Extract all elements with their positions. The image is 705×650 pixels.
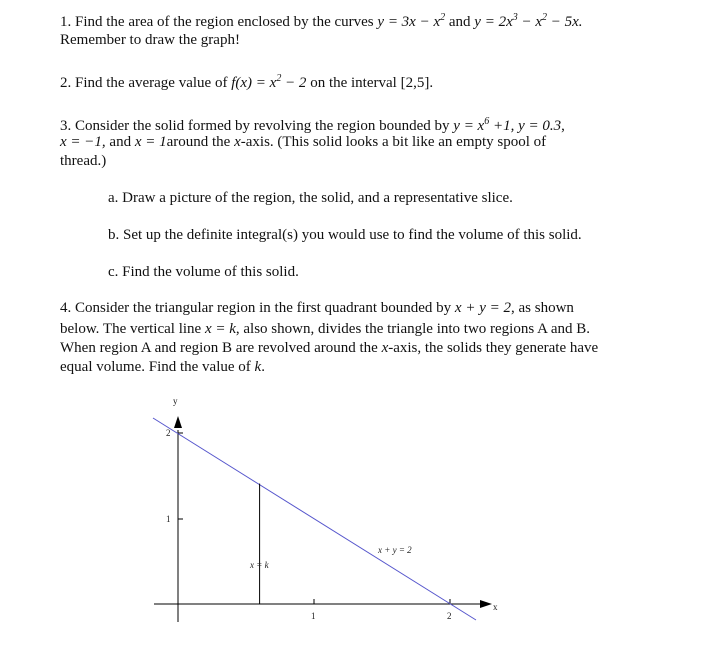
problem-3-text: Consider the solid formed by revolving the region bounded by [75,118,450,134]
problem-1-line-2: Remember to draw the graph! [60,32,240,48]
y-axis-arrow [174,416,182,428]
problem-1-text: Find the area of the region enclosed by the curves [75,14,374,30]
problem-3-line-2: x = −1, and x = 1around the x-axis. (This solid looks a bit like an empty spool of [60,134,547,150]
problem-3-part-c: c. Find the volume of this solid. [108,264,299,280]
vline-label: x = k [250,560,269,570]
x-axis-arrow [480,600,492,608]
y-tick-1-label: 1 [166,514,171,524]
x-tick-2-label: 2 [447,611,452,621]
problem-2-text: Find the average value of [75,75,228,91]
problem-2-text-b: on the interval [310,75,397,91]
problem-3-bound-right: x = 1 [134,134,167,150]
problem-3-line-3: thread.) [60,153,107,169]
problem-1-and: and [448,14,471,30]
problem-2-number: 2. [60,75,72,91]
problem-4-number: 4. [60,300,72,316]
problem-2-line-1: 2. Find the average value of $f(x) = x^2 - 2$ on the interval [2,5]. [60,73,434,91]
problem-3-number: 3. [60,118,72,134]
x-tick-1-label: 1 [311,611,316,621]
problem-1-number: 1. [60,14,72,30]
problem-3-line-1: 3. Consider the solid formed by revolving the region bounded by $y = x^6 +1$, y = 0.3, [60,116,565,134]
problem-3-curve-2: y = 0.3 [518,118,562,134]
problem-1-line-1 [60,8,660,32]
line-equation-label: x + y = 2 [378,545,412,555]
y-axis-label: y [173,396,178,406]
line-x-plus-y-eq-2 [153,418,476,620]
problem-4-line-equation: x + y = 2 [454,300,511,316]
problem-4-line-4: equal volume. Find the value of k. [60,359,265,375]
problem-3-curve-1: $y = x^6 +1$, [453,116,515,134]
problem-1-curve-2: $y = 2x^3 - x^2 - 5x$. [474,12,583,30]
problem-3-bound-left: x = −1, [60,134,106,150]
problem-4-line-3: When region A and region B are revolved around the x-axis, the solids they generate have [60,340,599,356]
problem-4-line-2: below. The vertical line x = k, also shown, divides the triangle into two regions A and B. [60,321,591,337]
problem-2-function: $f(x) = x^2 - 2$ [231,73,307,91]
x-axis-label: x [493,602,498,612]
y-tick-2-label: 2 [166,428,171,438]
triangle-graph [150,390,510,630]
problem-3-part-b: b. Set up the definite integral(s) you would use to find the volume of this solid. [108,227,582,243]
problem-2-interval: [2,5] [400,75,430,91]
problem-1-curve-1: $y = 3x - x^2$ [377,12,446,30]
problem-4-line-1: 4. Consider the triangular region in the first quadrant bounded by x + y = 2, as shown [60,300,574,316]
problem-3-part-a: a. Draw a picture of the region, the solid, and a representative slice. [108,190,513,206]
